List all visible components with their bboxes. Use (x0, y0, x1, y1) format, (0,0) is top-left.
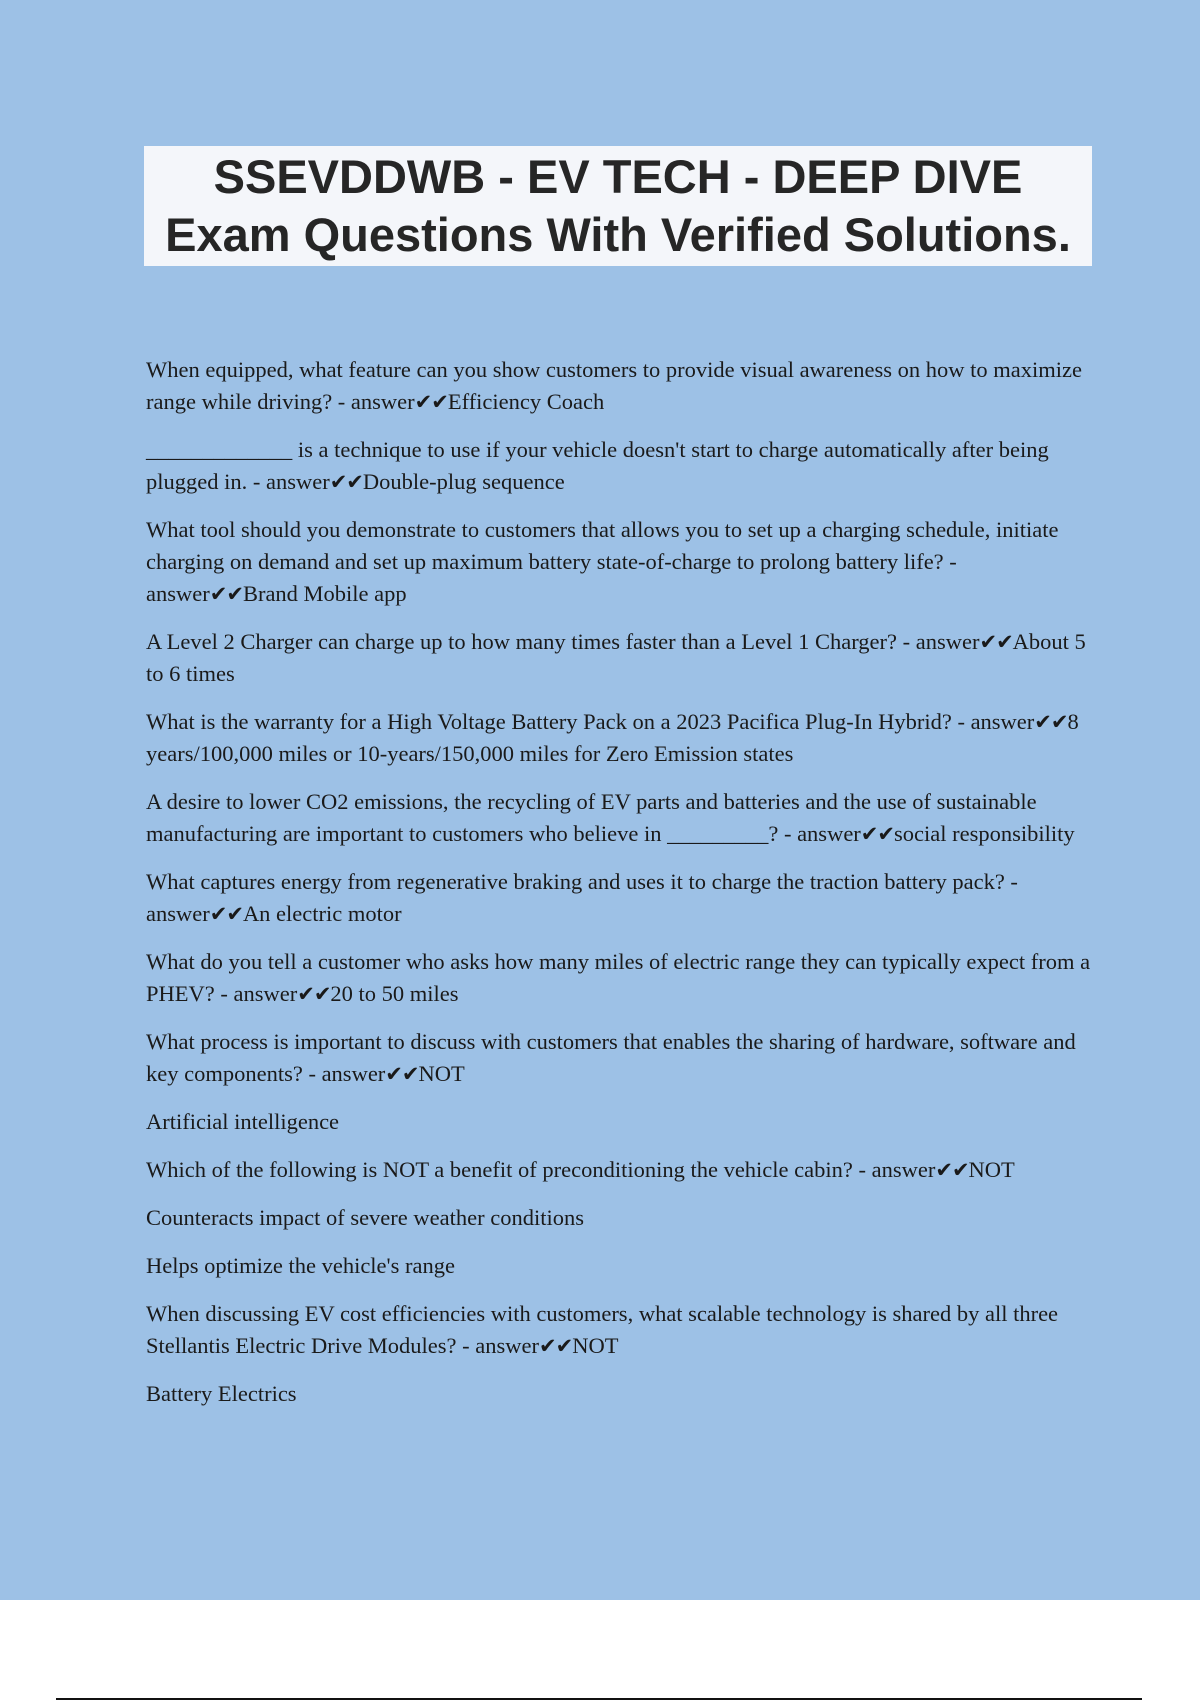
qa-item (146, 1154, 1096, 1186)
question-text: What do you tell a customer who asks how many miles of electric range they can typically expect from a PHEV? - answer (146, 949, 1091, 1006)
question-text: A desire to lower CO2 emissions, the recycling of EV parts and batteries and the use of sustainable manufacturing are important to customers who believe in _________? - answer (146, 789, 1037, 846)
checkmark-icon: ✔✔ (329, 470, 363, 494)
answer-text: An electric motor (242, 901, 402, 926)
question-text: When discussing EV cost efficiencies with customers, what scalable technology is shared by all three Stellantis Electric Drive Modules? - answer (146, 1301, 1059, 1358)
document-title-line-1: SSEVDDWB - EV TECH - DEEP DIVE (213, 150, 1023, 203)
answer-text: About 5 to 6 times (146, 629, 1086, 686)
question-text: What process is important to discuss with customers that enables the sharing of hardware, software and key components? - answer (146, 1029, 1076, 1086)
answer-option-line: Helps optimize the vehicle's range (146, 1253, 455, 1278)
document-title-line-2: Exam Questions With Verified Solutions. (165, 208, 1071, 261)
answer-text: Efficiency Coach (447, 389, 605, 414)
qa-item (146, 866, 1096, 930)
qa-content (146, 354, 1096, 1426)
qa-item (146, 786, 1096, 850)
checkmark-icon: ✔✔ (209, 902, 243, 926)
answer-text: NOT (572, 1333, 619, 1358)
qa-item (146, 1298, 1096, 1362)
question-text: What captures energy from regenerative braking and uses it to charge the traction battery pack? - answer (146, 869, 1018, 926)
checkmark-icon: ✔✔ (860, 822, 894, 846)
answer-text: 20 to 50 miles (330, 981, 459, 1006)
qa-item (146, 434, 1096, 498)
qa-item (146, 706, 1096, 770)
qa-item (146, 514, 1096, 610)
answer-text: social responsibility (894, 821, 1075, 846)
answer-option-line: Artificial intelligence (146, 1109, 340, 1134)
question-text: _____________ is a technique to use if your vehicle doesn't start to charge automatically after being plugged in. - answer (146, 437, 1049, 494)
question-text: When equipped, what feature can you show customers to provide visual awareness on how to maximize range while driving? - answer (146, 357, 1082, 414)
checkmark-icon: ✔✔ (935, 1158, 969, 1182)
qa-item (146, 354, 1096, 418)
answer-text: 8 years/100,000 miles or 10-years/150,000 miles for Zero Emission states (146, 709, 1079, 766)
checkmark-icon: ✔✔ (209, 582, 243, 606)
checkmark-icon: ✔✔ (1034, 710, 1068, 734)
checkmark-icon: ✔✔ (979, 630, 1013, 654)
answer-option-line: Battery Electrics (146, 1381, 297, 1406)
question-text: What is the warranty for a High Voltage Battery Pack on a 2023 Pacifica Plug-In Hybrid? - answer (146, 709, 1035, 734)
answer-text: NOT (968, 1157, 1015, 1182)
question-text: A Level 2 Charger can charge up to how many times faster than a Level 1 Charger? - answer (146, 629, 980, 654)
question-text: Which of the following is NOT a benefit of preconditioning the vehicle cabin? - answer (146, 1157, 936, 1182)
title-banner (144, 146, 1092, 266)
checkmark-icon: ✔✔ (414, 390, 448, 414)
question-text: What tool should you demonstrate to customers that allows you to set up a charging schedule, initiate charging on demand and set up maximum battery state-of-charge to prolong battery life? - answer (146, 517, 1059, 606)
answer-text: Double-plug sequence (362, 469, 565, 494)
qa-item (146, 626, 1096, 690)
answer-text: NOT (418, 1061, 465, 1086)
checkmark-icon: ✔✔ (297, 982, 331, 1006)
answer-text: Brand Mobile app (242, 581, 407, 606)
qa-item (146, 946, 1096, 1010)
checkmark-icon: ✔✔ (539, 1334, 573, 1358)
qa-item (146, 1026, 1096, 1090)
checkmark-icon: ✔✔ (385, 1062, 419, 1086)
answer-option-line: Counteracts impact of severe weather conditions (146, 1205, 584, 1230)
